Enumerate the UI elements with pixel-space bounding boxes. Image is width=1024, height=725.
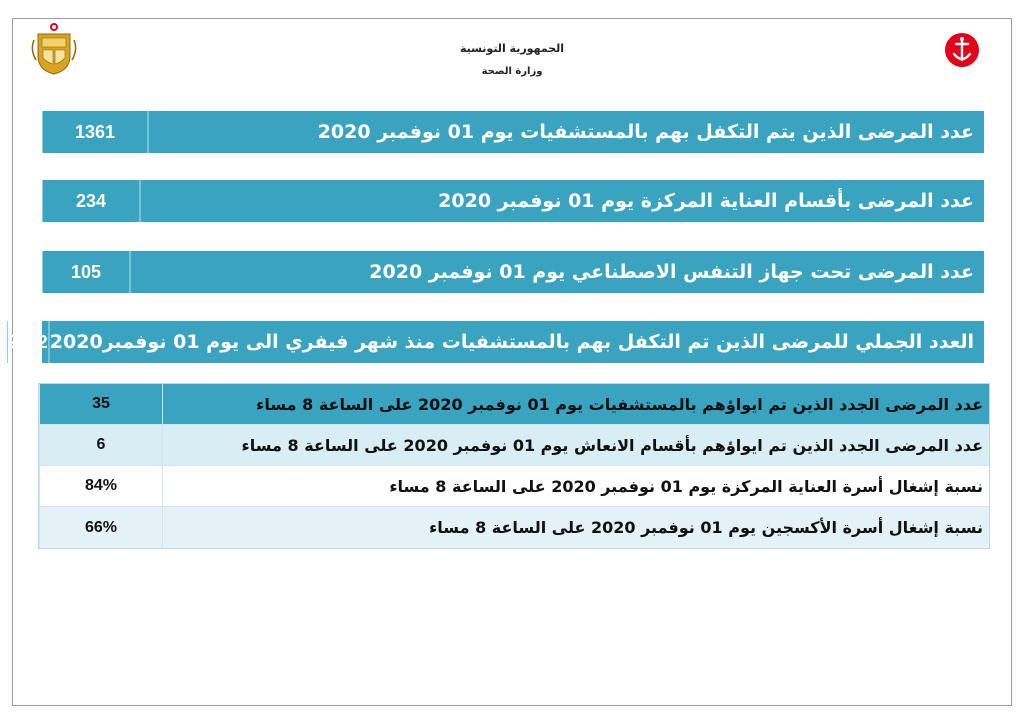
table-row [39, 384, 989, 425]
row-value: 35 [39, 384, 163, 424]
ministry-title: وزارة الصحة [481, 66, 543, 77]
stat-label: عدد المرضى بأقسام العناية المركزة يوم 01 نوفمبر 2020 [438, 190, 974, 212]
row-value: 84% [39, 466, 163, 506]
table-row [39, 466, 989, 507]
stat-bar-ventilator [42, 251, 984, 293]
stat-bar-icu [42, 180, 984, 222]
tunisia-emblem-icon [30, 20, 78, 76]
stat-value: 1361 [42, 111, 149, 153]
stat-label: العدد الجملي للمرضى الذين تم التكفل بهم بالمستشفيات منذ شهر فيفري الى يوم 01 نوفمبر2020 [49, 331, 974, 353]
stat-bar-hospitalized [42, 111, 984, 153]
row-label: نسبة إشغال أسرة العناية المركزة يوم 01 نوفمبر 2020 على الساعة 8 مساء [389, 476, 983, 496]
row-label: نسبة إشغال أسرة الأكسجين يوم 01 نوفمبر 2020 على الساعة 8 مساء [429, 518, 983, 537]
stat-value: 105 [42, 251, 131, 293]
stat-bar-total [7, 321, 984, 363]
row-label: عدد المرضى الجدد الذين تم ايواؤهم بالمستشفيات يوم 01 نوفمبر 2020 على الساعة 8 مساء [256, 394, 983, 414]
stats-table [38, 383, 990, 549]
table-row [39, 507, 989, 548]
stat-value: 2852 [7, 321, 50, 363]
stat-value: 234 [42, 180, 141, 222]
stat-label: عدد المرضى الذين يتم التكفل بهم بالمستشفيات يوم 01 نوفمبر 2020 [317, 121, 974, 143]
republic-title: الجمهورية التونسية [459, 42, 565, 55]
row-label: عدد المرضى الجدد الذين تم ايواؤهم بأقسام الانعاش يوم 01 نوفمبر 2020 على الساعة 8 مساء [241, 435, 983, 455]
row-value: 66% [39, 507, 163, 548]
table-row [39, 425, 989, 466]
stat-label: عدد المرضى تحت جهاز التنفس الاصطناعي يوم 01 نوفمبر 2020 [369, 261, 974, 283]
row-value: 6 [39, 425, 163, 465]
ministry-logo-icon [944, 32, 980, 68]
